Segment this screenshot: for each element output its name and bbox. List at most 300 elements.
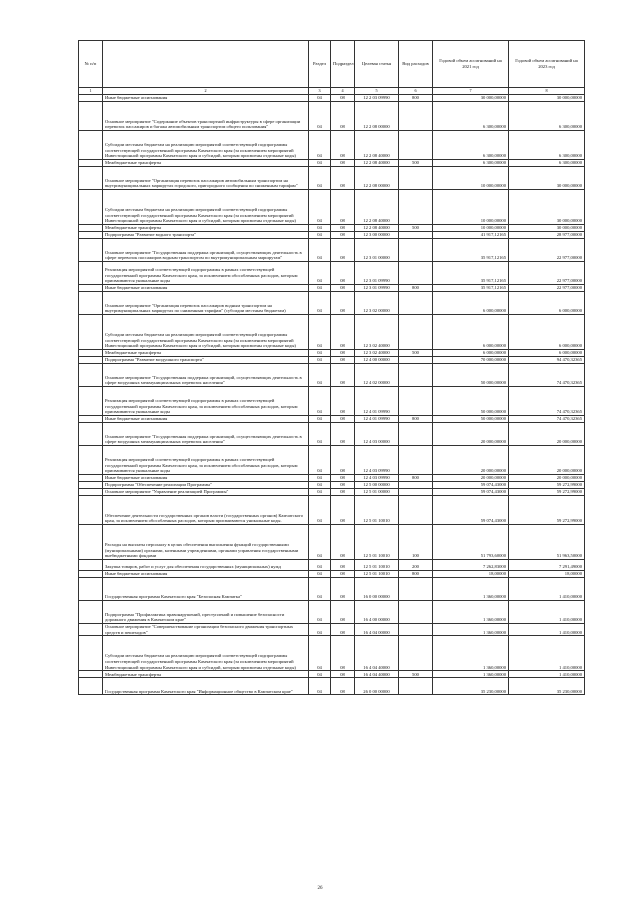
cell-target-article: 12 3 02 00000 [355,292,399,315]
cell-razdel: 04 [309,315,331,350]
cell-podrazdel: 08 [331,671,355,678]
cell-podrazdel: 08 [331,525,355,560]
table-row [79,560,585,571]
cell-expense-type [399,239,433,262]
cell-num [79,285,103,292]
cell-amount-2021: 50 000,00000 [433,416,509,423]
cell-amount-2021: 20 000,00000 [433,475,509,482]
page-number: 26 [317,886,323,891]
cell-target-article: 12 4 02 00000 [355,364,399,387]
header-razdel: Раздел [309,41,331,88]
table-row [79,636,585,671]
cell-expense-type: 200 [399,560,433,571]
cell-expense-type: 800 [399,571,433,578]
cell-razdel: 04 [309,167,331,190]
cell-expense-type: 800 [399,285,433,292]
cell-expense-type: 800 [399,416,433,423]
cell-amount-2021: 1 360,00000 [433,578,509,601]
cell-podrazdel: 08 [331,315,355,350]
table-row [79,315,585,350]
cell-num [79,357,103,364]
cell-podrazdel: 08 [331,560,355,571]
cell-amount-2023: 1 410,00000 [509,636,585,671]
cell-name: Подпрограмма "Развитие водного транспорта" [103,232,309,239]
cell-target-article: 12 3 02 40000 [355,315,399,350]
cell-amount-2023: 35 230,00000 [509,678,585,695]
cell-num [79,292,103,315]
cell-num [79,131,103,160]
header-num: № п/п [79,41,103,88]
table-row [79,387,585,416]
cell-expense-type [399,624,433,636]
cell-target-article: 12 3 00 00000 [355,232,399,239]
cell-num [79,190,103,225]
cell-razdel: 04 [309,190,331,225]
cell-target-article: 12 5 01 10010 [355,560,399,571]
cell-podrazdel: 08 [331,446,355,475]
cell-podrazdel: 08 [331,578,355,601]
cell-target-article: 12 2 08 40000 [355,190,399,225]
cell-name: Межбюджетные трансферты [103,160,309,167]
table-row [79,571,585,578]
cell-target-article: 12 5 01 10010 [355,525,399,560]
cell-amount-2023: 59 272,99000 [509,496,585,525]
cell-expense-type [399,601,433,624]
cell-name: Подпрограмма "Обеспечение реализации Программы" [103,482,309,489]
cell-num [79,95,103,102]
cell-name: Закупка товаров, работ и услуг для обеспечения государственных (муниципальных) нужд [103,560,309,571]
cell-expense-type [399,578,433,601]
cell-name: Реализация мероприятий соответствующей подпрограммы в рамках соответствующей государственной программы Камчатского края, за исключением обособленных расходов, которым присваиваются уникальные коды [103,262,309,285]
table-row [79,167,585,190]
cell-num [79,350,103,357]
cell-amount-2021: 35 917,12165 [433,285,509,292]
cell-target-article: 12 2 08 00000 [355,102,399,131]
cell-amount-2023: 22 977,00000 [509,239,585,262]
cell-podrazdel: 08 [331,678,355,695]
cell-podrazdel: 08 [331,131,355,160]
cell-name: Основное мероприятие "Государственная поддержка организаций, осуществляющих деятельность в сфере воздушных межмуниципальных перевозок населения" [103,423,309,446]
cell-target-article: 12 3 02 40000 [355,350,399,357]
cell-razdel: 04 [309,95,331,102]
cell-name: Расходы на выплаты персоналу в целях обеспечения выполнения функций государственными (муниципальными) органами, казенными учреждениями, органами управления государственными внебюджетными фондами [103,525,309,560]
cell-amount-2023: 74 470,32365 [509,364,585,387]
cell-amount-2023: 20 000,00000 [509,475,585,482]
table-row [79,671,585,678]
cell-num [79,496,103,525]
cell-razdel: 04 [309,102,331,131]
cell-num [79,423,103,446]
cell-podrazdel: 08 [331,262,355,285]
cell-target-article: 12 2 08 40000 [355,160,399,167]
cell-num [79,102,103,131]
cell-name: Подпрограмма "Развитие воздушного транспорта" [103,357,309,364]
cell-num [79,446,103,475]
table-row [79,225,585,232]
cell-expense-type [399,446,433,475]
table-row [79,489,585,496]
cell-expense-type [399,357,433,364]
cell-amount-2021: 1 360,00000 [433,601,509,624]
cell-amount-2021: 51 793,60000 [433,525,509,560]
cell-name: Основное мероприятие "Организация перевозок пассажиров водным транспортом на внутримуниципальных маршрутах по сниженным тарифам" (субсидии местным бюджетам) [103,292,309,315]
cell-razdel: 04 [309,671,331,678]
cell-razdel: 04 [309,225,331,232]
cell-razdel: 04 [309,131,331,160]
cell-expense-type: 500 [399,350,433,357]
table-row [79,190,585,225]
cell-expense-type: 800 [399,475,433,482]
table-header-row [79,41,585,88]
cell-target-article: 26 0 00 00000 [355,678,399,695]
cell-expense-type [399,489,433,496]
cell-num [79,167,103,190]
cell-podrazdel: 08 [331,167,355,190]
cell-razdel: 04 [309,489,331,496]
cell-amount-2021: 6 300,00000 [433,102,509,131]
cell-name: Обеспечение деятельности государственных органов власти (государственных органов) Камчатского края, за исключением обособленных расходов, которым присваиваются уникальные коды. [103,496,309,525]
table-row [79,131,585,160]
cell-amount-2021: 35 230,00000 [433,678,509,695]
cell-name: Основное мероприятие "Организация перевозок пассажиров автомобильным транспортом на внутримуниципальных маршрутах городского, пригородного сообщения по сниженным тарифам" [103,167,309,190]
cell-razdel: 04 [309,560,331,571]
cell-num [79,315,103,350]
column-number: 3 [309,88,331,95]
cell-amount-2023: 28 977,00000 [509,232,585,239]
header-expense-type: Вид расходов [399,41,433,88]
cell-amount-2021: 59 074,43000 [433,496,509,525]
cell-amount-2021: 6 000,00000 [433,315,509,350]
cell-expense-type [399,482,433,489]
cell-amount-2021: 6 000,00000 [433,292,509,315]
cell-podrazdel: 08 [331,292,355,315]
cell-name: Основное мероприятие "Государственная поддержка организаций, осуществляющих деятельность в сфере воздушных межмуниципальных перевозок населения" [103,364,309,387]
cell-podrazdel: 08 [331,423,355,446]
cell-amount-2023: 1 410,00000 [509,601,585,624]
cell-amount-2023: 1 410,00000 [509,578,585,601]
cell-name: Субсидии местным бюджетам на реализацию мероприятий соответствующей подпрограммы соответствующей государственной программы Камчатского края (за исключением мероприятий Инвестиционной программы Камчатского края и субсидий, которым присвоены отдельные коды) [103,190,309,225]
cell-expense-type [399,167,433,190]
cell-podrazdel: 08 [331,160,355,167]
cell-amount-2023: 6 000,00000 [509,350,585,357]
table-row [79,496,585,525]
cell-name: Межбюджетные трансферты [103,671,309,678]
table-row [79,578,585,601]
column-number: 8 [509,88,585,95]
table-row [79,482,585,489]
table-row [79,239,585,262]
cell-podrazdel: 08 [331,364,355,387]
cell-amount-2021: 59 074,43000 [433,489,509,496]
cell-amount-2023: 18,00000 [509,571,585,578]
cell-amount-2021: 7 262,83000 [433,560,509,571]
cell-razdel: 04 [309,285,331,292]
column-number: 1 [79,88,103,95]
cell-amount-2023: 74 470,32365 [509,387,585,416]
cell-num [79,232,103,239]
cell-amount-2023: 7 291,49000 [509,560,585,571]
cell-expense-type [399,292,433,315]
cell-target-article: 12 5 01 00000 [355,489,399,496]
cell-razdel: 04 [309,601,331,624]
cell-expense-type [399,364,433,387]
cell-num [79,482,103,489]
cell-amount-2021: 10 000,00000 [433,225,509,232]
cell-name: Подпрограмма "Профилактика правонарушений, преступлений и повышение безопасности дорожного движения в Камчатском крае" [103,601,309,624]
cell-expense-type [399,262,433,285]
cell-num [79,225,103,232]
cell-podrazdel: 08 [331,489,355,496]
cell-amount-2021: 20 000,00000 [433,446,509,475]
cell-amount-2023: 59 272,99000 [509,489,585,496]
table-row [79,102,585,131]
cell-amount-2023: 74 470,32365 [509,416,585,423]
cell-podrazdel: 08 [331,416,355,423]
cell-name: Субсидии местным бюджетам на реализацию мероприятий соответствующей подпрограммы соответствующей государственной программы Камчатского края (за исключением мероприятий Инвестиционной программы Камчатского края и субсидий, которым присвоены отдельные коды) [103,315,309,350]
table-row [79,364,585,387]
cell-amount-2021: 35 917,12165 [433,262,509,285]
cell-expense-type [399,678,433,695]
table-row [79,95,585,102]
cell-expense-type: 100 [399,525,433,560]
cell-amount-2023: 94 470,32365 [509,357,585,364]
cell-target-article: 12 2 03 09990 [355,95,399,102]
cell-amount-2023: 20 000,00000 [509,423,585,446]
cell-num [79,624,103,636]
column-number-row [79,88,585,95]
cell-name: Иные бюджетные ассигнования [103,95,309,102]
cell-expense-type: 500 [399,671,433,678]
cell-target-article: 12 3 01 09990 [355,262,399,285]
cell-podrazdel: 08 [331,475,355,482]
cell-target-article: 12 4 03 09990 [355,475,399,482]
cell-expense-type: 500 [399,160,433,167]
cell-name: Основное мероприятие "Управление реализацией Программы" [103,489,309,496]
cell-target-article: 16 4 04 40000 [355,671,399,678]
cell-razdel: 04 [309,571,331,578]
cell-amount-2021: 1 360,00000 [433,671,509,678]
table-row [79,678,585,695]
cell-target-article: 12 4 00 00000 [355,357,399,364]
cell-razdel: 04 [309,446,331,475]
column-number: 4 [331,88,355,95]
cell-expense-type [399,315,433,350]
table-row [79,525,585,560]
cell-amount-2021: 30 000,00000 [433,95,509,102]
cell-target-article: 12 5 00 00000 [355,482,399,489]
cell-amount-2021: 10 000,00000 [433,167,509,190]
cell-target-article: 12 2 08 00000 [355,167,399,190]
cell-target-article: 12 4 03 09990 [355,446,399,475]
cell-amount-2021: 50 000,00000 [433,387,509,416]
table-row [79,262,585,285]
cell-num [79,560,103,571]
cell-amount-2021: 1 360,00000 [433,624,509,636]
cell-name: Межбюджетные трансферты [103,350,309,357]
cell-podrazdel: 08 [331,239,355,262]
cell-podrazdel: 08 [331,95,355,102]
cell-num [79,489,103,496]
cell-podrazdel: 08 [331,601,355,624]
cell-amount-2021: 50 000,00000 [433,364,509,387]
cell-amount-2023: 59 272,99000 [509,482,585,489]
cell-num [79,160,103,167]
header-podrazdel: Подраздел [331,41,355,88]
cell-target-article: 16 4 04 40000 [355,636,399,671]
cell-podrazdel: 08 [331,350,355,357]
cell-num [79,571,103,578]
cell-num [79,416,103,423]
cell-podrazdel: 08 [331,190,355,225]
table-row [79,160,585,167]
cell-amount-2021: 1 360,00000 [433,636,509,671]
header-amount-2021: Годовой объем ассигнований на 2021 год [433,41,509,88]
cell-amount-2023: 22 977,00000 [509,262,585,285]
cell-target-article: 16 4 04 00000 [355,624,399,636]
cell-name: Основное мероприятие "Совершенствование организации безопасного движения транспортных средств и пешеходов" [103,624,309,636]
cell-amount-2023: 6 300,00000 [509,102,585,131]
cell-name: Иные бюджетные ассигнования [103,416,309,423]
cell-razdel: 04 [309,636,331,671]
table-row [79,446,585,475]
cell-amount-2021: 6 300,00000 [433,131,509,160]
cell-expense-type [399,102,433,131]
cell-amount-2023: 20 000,00000 [509,446,585,475]
cell-amount-2023: 6 300,00000 [509,131,585,160]
column-number: 7 [433,88,509,95]
table-row [79,624,585,636]
cell-expense-type [399,496,433,525]
cell-name: Основное мероприятие "Государственная поддержка организаций, осуществляющих деятельность в сфере перевозок пассажиров водным транспортом по внутримуниципальным маршрутам" [103,239,309,262]
cell-target-article: 12 4 01 09990 [355,416,399,423]
cell-num [79,364,103,387]
cell-num [79,387,103,416]
cell-amount-2021: 41 917,12165 [433,232,509,239]
table-row [79,292,585,315]
header-target-article: Целевая статья [355,41,399,88]
cell-podrazdel: 08 [331,571,355,578]
table-body [79,95,585,695]
cell-amount-2021: 18,00000 [433,571,509,578]
table-row [79,475,585,482]
cell-razdel: 04 [309,357,331,364]
column-number: 5 [355,88,399,95]
cell-razdel: 04 [309,160,331,167]
cell-target-article: 12 4 01 09990 [355,387,399,416]
cell-num [79,671,103,678]
table-row [79,350,585,357]
cell-podrazdel: 08 [331,102,355,131]
table-row [79,423,585,446]
cell-target-article: 12 5 01 10010 [355,496,399,525]
cell-amount-2021: 6 000,00000 [433,350,509,357]
cell-num [79,525,103,560]
cell-num [79,678,103,695]
cell-target-article: 12 2 08 40000 [355,131,399,160]
cell-podrazdel: 08 [331,387,355,416]
cell-expense-type [399,131,433,160]
cell-name: Государственная программа Камчатского края "Безопасная Камчатка" [103,578,309,601]
cell-razdel: 04 [309,525,331,560]
cell-num [79,578,103,601]
cell-expense-type [399,387,433,416]
cell-expense-type [399,232,433,239]
cell-name: Иные бюджетные ассигнования [103,571,309,578]
cell-podrazdel: 08 [331,225,355,232]
header-name [103,41,309,88]
column-number: 2 [103,88,309,95]
cell-num [79,636,103,671]
cell-name: Основное мероприятие "Содержание объектов транспортной инфраструктуры в сфере организации перевозок пассажиров и багажа автомобильным транспортом общего пользования" [103,102,309,131]
cell-razdel: 04 [309,624,331,636]
cell-name: Субсидии местным бюджетам на реализацию мероприятий соответствующей подпрограммы соответствующей государственной программы Камчатского края (за исключением мероприятий Инвестиционной программы Камчатского края и субсидий, которым присвоены отдельные коды) [103,131,309,160]
cell-amount-2023: 1 410,00000 [509,624,585,636]
cell-target-article: 12 4 03 00000 [355,423,399,446]
cell-razdel: 04 [309,262,331,285]
cell-podrazdel: 08 [331,496,355,525]
cell-name: Реализация мероприятий соответствующей подпрограммы в рамках соответствующей государственной программы Камчатского края, за исключением обособленных расходов, которым присваиваются уникальные коды [103,446,309,475]
cell-amount-2021: 59 074,43000 [433,482,509,489]
cell-name: Иные бюджетные ассигнования [103,285,309,292]
cell-amount-2021: 35 917,12165 [433,239,509,262]
cell-amount-2023: 6 000,00000 [509,292,585,315]
cell-amount-2021: 20 000,00000 [433,423,509,446]
cell-name: Иные бюджетные ассигнования [103,475,309,482]
cell-expense-type: 800 [399,95,433,102]
cell-expense-type [399,190,433,225]
table-row [79,416,585,423]
cell-expense-type: 500 [399,225,433,232]
table-row [79,601,585,624]
cell-razdel: 04 [309,496,331,525]
column-number: 6 [399,88,433,95]
cell-podrazdel: 08 [331,636,355,671]
budget-table [78,40,585,695]
cell-amount-2023: 6 000,00000 [509,315,585,350]
cell-podrazdel: 08 [331,624,355,636]
cell-num [79,475,103,482]
cell-razdel: 04 [309,239,331,262]
cell-target-article: 16 0 00 00000 [355,578,399,601]
cell-target-article: 12 2 08 40000 [355,225,399,232]
cell-razdel: 04 [309,416,331,423]
cell-num [79,262,103,285]
table-row [79,285,585,292]
cell-razdel: 04 [309,482,331,489]
cell-name: Межбюджетные трансферты [103,225,309,232]
cell-amount-2023: 30 000,00000 [509,225,585,232]
cell-razdel: 04 [309,423,331,446]
cell-amount-2021: 70 000,00000 [433,357,509,364]
cell-num [79,239,103,262]
cell-razdel: 04 [309,292,331,315]
cell-amount-2023: 30 000,00000 [509,190,585,225]
cell-podrazdel: 08 [331,285,355,292]
cell-razdel: 04 [309,364,331,387]
cell-podrazdel: 08 [331,357,355,364]
header-amount-2023: Годовой объем ассигнований на 2023 год [509,41,585,88]
cell-amount-2021: 10 000,00000 [433,190,509,225]
cell-target-article: 12 3 01 00000 [355,239,399,262]
cell-podrazdel: 08 [331,482,355,489]
table-row [79,357,585,364]
cell-amount-2023: 6 300,00000 [509,160,585,167]
cell-amount-2021: 6 300,00000 [433,160,509,167]
cell-amount-2023: 51 963,50000 [509,525,585,560]
cell-razdel: 04 [309,387,331,416]
cell-expense-type [399,636,433,671]
cell-name: Государственная программа Камчатского края "Информационное общество в Камчатском крае" [103,678,309,695]
